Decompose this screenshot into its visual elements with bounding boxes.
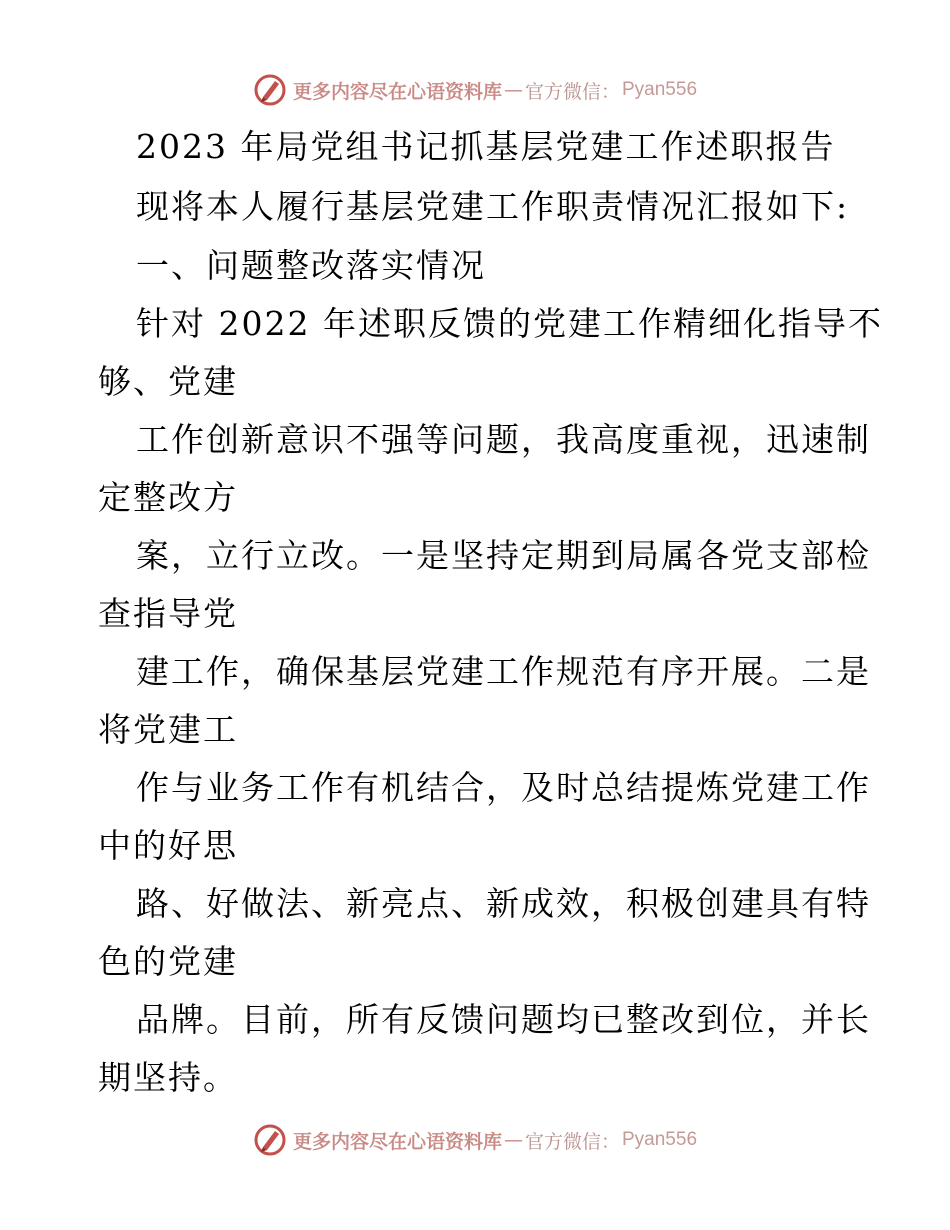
paragraph-line: 建工作，确保基层党建工作规范有序开展。二是 [136,652,871,691]
paragraph-line: 期坚持。 [98,1058,238,1097]
paragraph-line: 作与业务工作有机结合，及时总结提炼党建工作 [136,768,871,807]
document-title: 2023 年局党组书记抓基层党建工作述职报告 [136,127,836,166]
paragraph-line: 品牌。目前，所有反馈问题均已整改到位，并长 [136,1000,871,1039]
watermark-wechat-label: 官方微信： [524,80,620,103]
paragraph-line: 工作创新意识不强等问题，我高度重视，迅速制 [136,420,871,459]
watermark-brand: 更多内容尽在心语资料库 [292,80,502,103]
paragraph-line: 案，立行立改。一是坚持定期到局属各党支部检 [136,536,871,575]
watermark-wechat-id: Pyan556 [622,1129,698,1150]
paragraph-line: 定整改方 [98,478,238,517]
watermark-brand: 更多内容尽在心语资料库 [292,1130,502,1153]
watermark-dash: — [503,79,523,101]
watermark-wechat-label: 官方微信： [524,1130,620,1153]
section-heading: 一、问题整改落实情况 [136,246,486,285]
paragraph-line: 中的好思 [98,826,238,865]
footer-watermark [0,1120,950,1160]
watermark-wechat-id: Pyan556 [622,79,698,100]
pen-circle-logo-icon [253,1123,287,1157]
watermark-dash: — [503,1129,523,1151]
paragraph-line: 针对 2022 年述职反馈的党建工作精细化指导不 [136,304,883,343]
paragraph-line: 够、党建 [98,362,238,401]
paragraph-line: 将党建工 [98,710,238,749]
document-intro: 现将本人履行基层党建工作职责情况汇报如下: [136,187,850,226]
paragraph-line: 色的党建 [98,942,238,981]
paragraph-line: 查指导党 [98,594,238,633]
paragraph-line: 路、好做法、新亮点、新成效，积极创建具有特 [136,884,871,923]
